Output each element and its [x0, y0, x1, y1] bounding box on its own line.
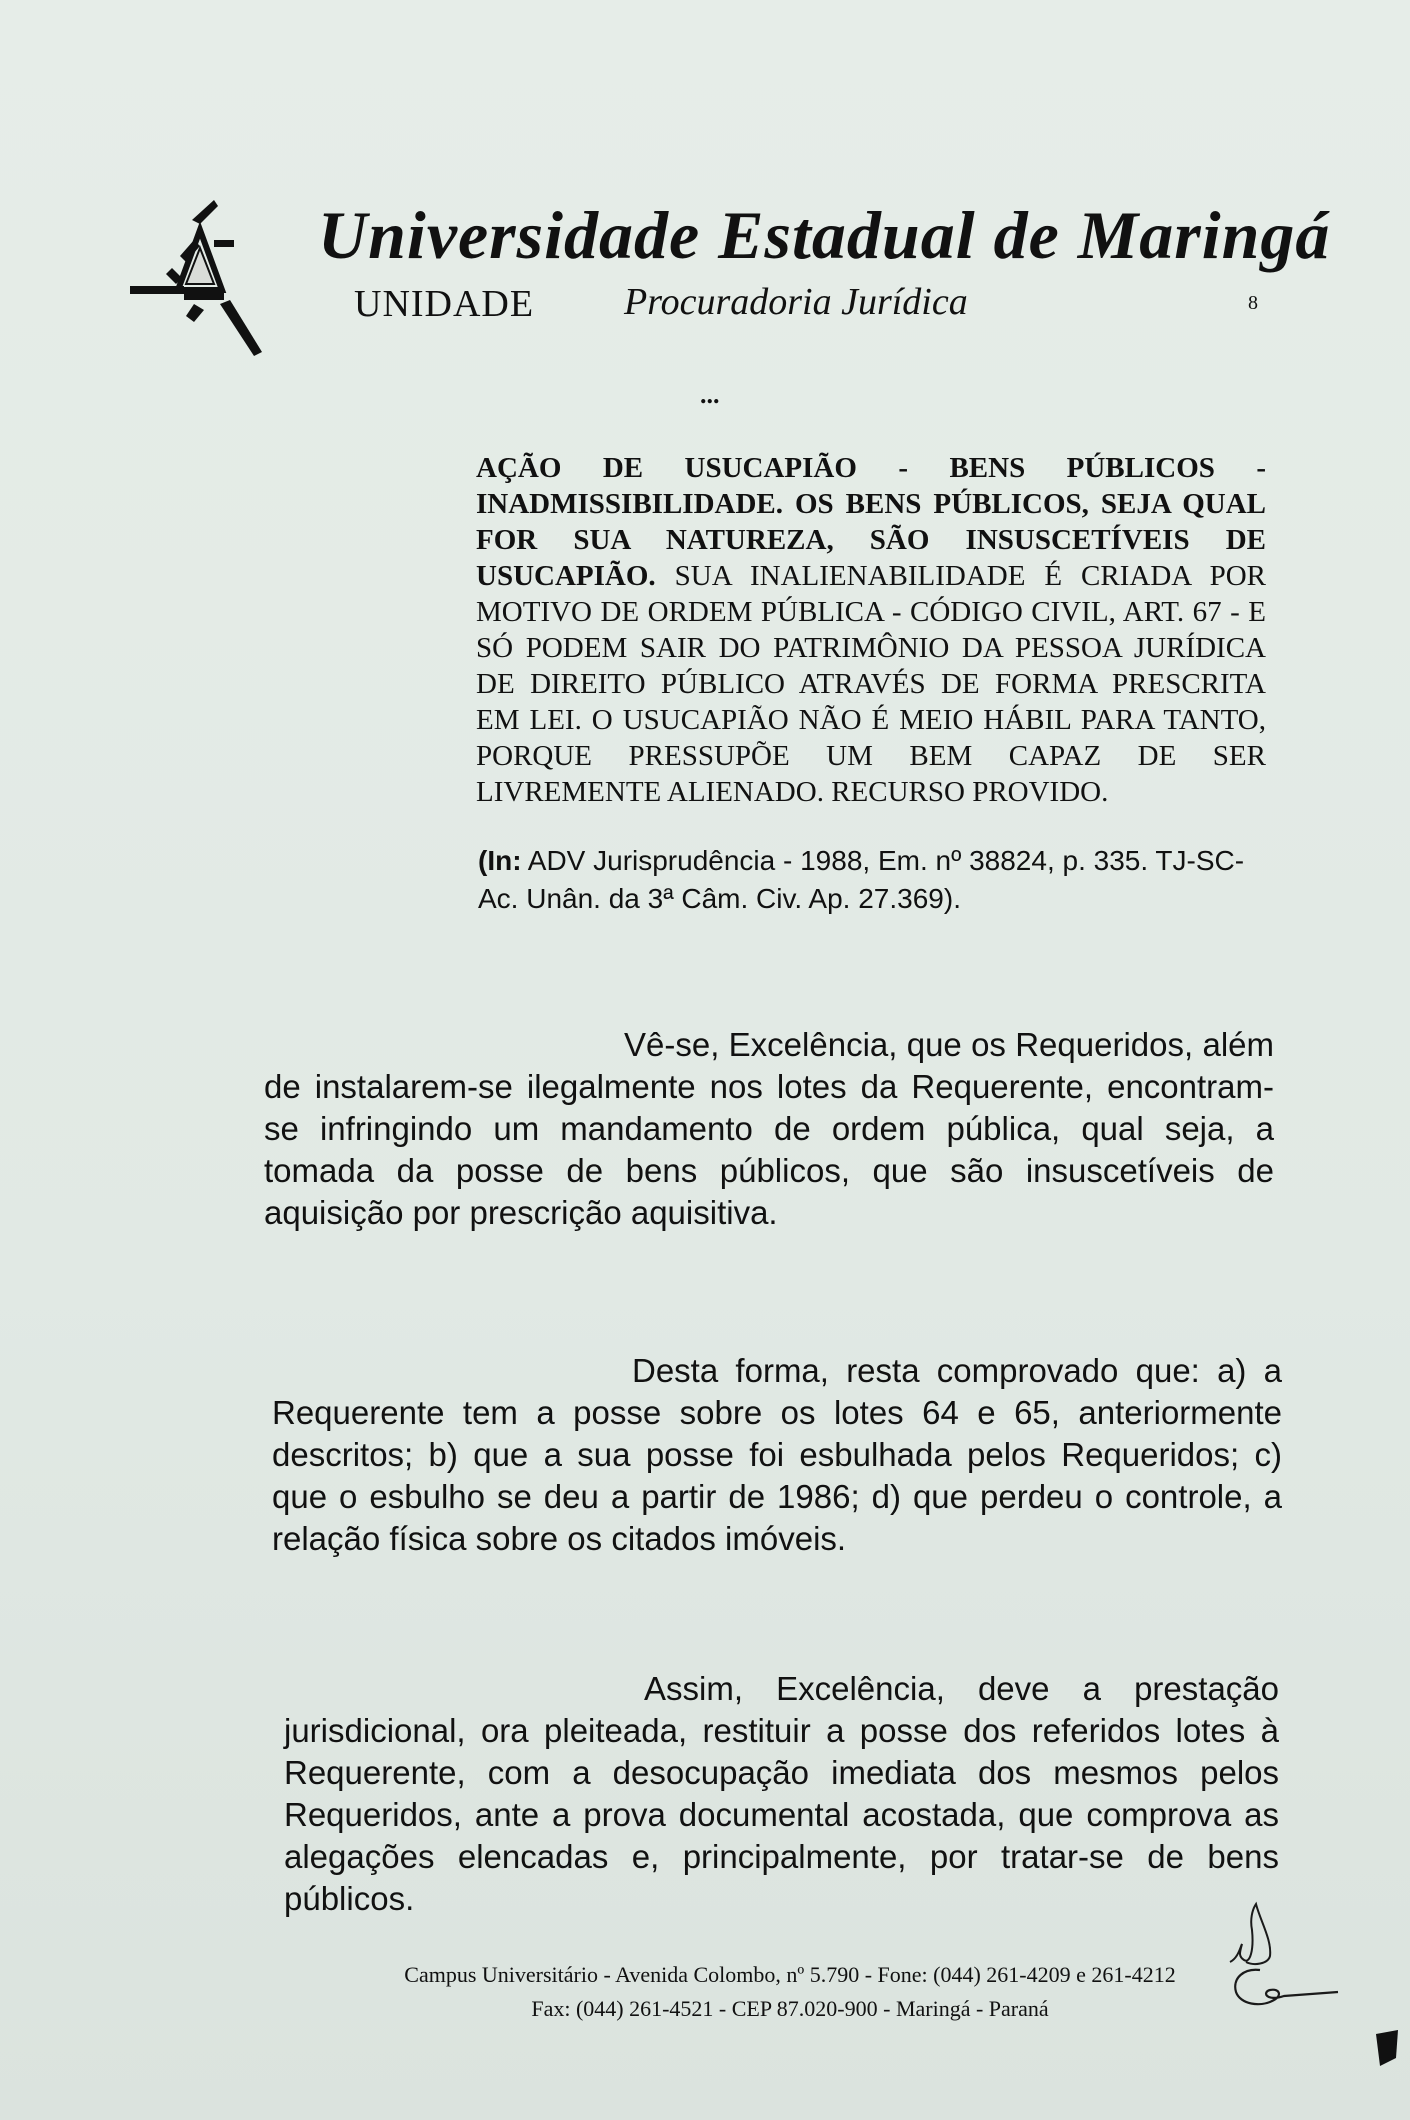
- footer-address: [340, 1958, 1240, 2026]
- university-name: Universidade Estadual de Maringá: [318, 197, 1331, 273]
- body-paragraph: [272, 1350, 1282, 1560]
- quote-heading: AÇÃO DE USUCAPIÃO - BENS PÚBLICOS - INADMISSIBILIDADE.: [476, 452, 1266, 520]
- citation: [478, 842, 1278, 918]
- paragraph-text: Desta forma, resta comprovado que: a) a Requerente tem a posse sobre os lotes 64 e 65, anteriormente descritos; b) que a sua posse foi esbulhada pelos Requeridos; c) que o esbulho se deu a partir de 1986; d) que perdeu o controle, a relação física sobre os citados imóveis.: [272, 1352, 1282, 1557]
- quote-ementa: OS BENS PÚBLICOS, SEJA QUAL FOR SUA NATUREZA, SÃO INSUSCETÍVEIS DE USUCAPIÃO.: [476, 488, 1266, 592]
- paragraph-text: Assim, Excelência, deve a prestação jurisdicional, ora pleiteada, restituir a posse dos referidos lotes à Requerente, com a desocupação imediata dos mesmos pelos Requeridos, ante a prova documental acostada, que comprova as alegações elencadas e, principalmente, por tratar-se de bens públicos.: [284, 1670, 1279, 1917]
- body-paragraph: [284, 1668, 1279, 1920]
- omission-ellipsis: ...: [700, 380, 720, 409]
- body-paragraph: [264, 1024, 1274, 1234]
- footer-line-2: Fax: (044) 261-4521 - CEP 87.020-900 - Maringá - Paraná: [531, 1996, 1049, 2021]
- citation-prefix: (In:: [478, 845, 522, 876]
- citation-text: ADV Jurisprudência - 1988, Em. nº 38824, p. 335. TJ-SC- Ac. Unân. da 3ª Câm. Civ. Ap. 27.369).: [478, 845, 1245, 914]
- quote-body: SUA INALIENABILIDADE É CRIADA POR MOTIVO DE ORDEM PÚBLICA - CÓDIGO CIVIL, ART. 67 - E SÓ PODEM SAIR DO PATRIMÔNIO DA PESSOA JURÍDICA DE DIREITO PÚBLICO ATRAVÉS DE FORMA PRESCRITA EM LEI. O USUCAPIÃO NÃO É MEIO HÁBIL PARA TANTO, PORQUE PRESSUPÕE UM BEM CAPAZ DE SER LIVREMENTE ALIENADO. RECURSO PROVIDO.: [476, 560, 1267, 808]
- jurisprudence-quote: [476, 450, 1266, 810]
- margin-mark-icon: [1372, 2028, 1402, 2068]
- university-logo-icon: [122, 200, 272, 360]
- footer-line-1: Campus Universitário - Avenida Colombo, nº 5.790 - Fone: (044) 261-4209 e 261-4212: [404, 1962, 1176, 1987]
- unit-name: Procuradoria Jurídica: [624, 281, 968, 323]
- handwritten-initials-icon: [1210, 1900, 1350, 2040]
- paragraph-text: Vê-se, Excelência, que os Requeridos, além de instalarem-se ilegalmente nos lotes da Requerente, encontram-se infringindo um mandamento de ordem pública, qual seja, a tomada da posse de bens públicos, que são insuscetíveis de aquisição por prescrição aquisitiva.: [264, 1026, 1274, 1231]
- unit-label: UNIDADE: [354, 283, 535, 325]
- page-number: 8: [1248, 292, 1258, 314]
